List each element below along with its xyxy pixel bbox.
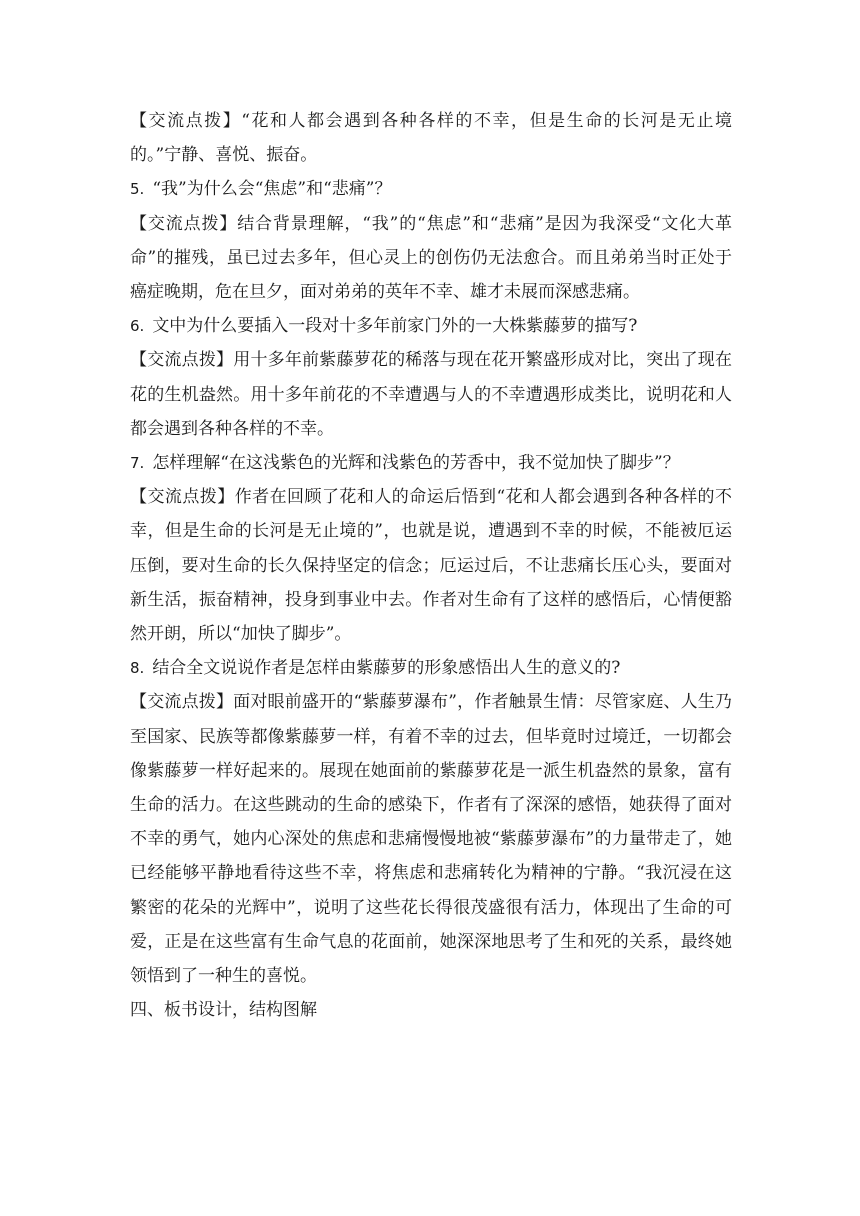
- question-number: 6.: [130, 317, 145, 336]
- answer-paragraph: 【交流点拨】用十多年前紫藤萝花的稀落与现在花开繁盛形成对比，突出了现在花的生机盎然。用十多年前花的不幸遭遇与人的不幸遭遇形成类比，说明花和人都会遇到各种各样的不幸。: [130, 350, 732, 439]
- question-text: 结合全文说说作者是怎样由紫藤萝的形象感悟出人生的意义的?: [152, 658, 621, 679]
- answer-paragraph: 【交流点拨】作者在回顾了花和人的命运后悟到“花和人都会遇到各种各样的不幸，但是生命的长河是无止境的”，也就是说，遭遇到不幸的时候，不能被厄运压倒，要对生命的长久保持坚定的信念；厄运过后，不让悲痛长压心头，要面对新生活，振奋精神，投身到事业中去。作者对生命有了这样的感悟后，心情便豁然开朗，所以“加快了脚步”。: [130, 487, 732, 645]
- question-text: 文中为什么要插入一段对十多年前家门外的一大株紫藤萝的描写?: [152, 316, 638, 337]
- question-number: 5.: [130, 180, 145, 199]
- question-8: [130, 651, 732, 685]
- question-5: [130, 172, 732, 206]
- question-7: [130, 446, 732, 480]
- question-number: 7.: [130, 454, 145, 473]
- document-page: [130, 104, 732, 1027]
- answer-paragraph: 【交流点拨】“花和人都会遇到各种各样的不幸，但是生命的长河是无止境的。”宁静、喜悦、振奋。: [130, 111, 732, 166]
- answer-paragraph: 【交流点拨】面对眼前盛开的“紫藤萝瀑布”，作者触景生情：尽管家庭、人生乃至国家、民族等都像紫藤萝一样，有着不幸的过去，但毕竟时过境迁，一切都会像紫藤萝一样好起来的。展现在她面前的紫藤萝花是一派生机盎然的景象，富有生命的活力。在这些跳动的生命的感染下，作者有了深深的感悟，她获得了面对不幸的勇气，她内心深处的焦虑和悲痛慢慢地被“紫藤萝瀑布”的力量带走了，她已经能够平静地看待这些不幸，将焦虑和悲痛转化为精神的宁静。“我沉浸在这繁密的花朵的光辉中”，说明了这些花长得很茂盛很有活力，体现出了生命的可爱，正是在这些富有生命气息的花面前，她深深地思考了生和死的关系，最终她领悟到了一种生的喜悦。: [130, 692, 732, 987]
- question-text: 怎样理解“在这浅紫色的光辉和浅紫色的芳香中，我不觉加快了脚步”？: [152, 453, 680, 474]
- question-number: 8.: [130, 659, 145, 678]
- answer-paragraph: 【交流点拨】结合背景理解，“我”的“焦虑”和“悲痛”是因为我深受“文化大革命”的摧残，虽已过去多年，但心灵上的创伤仍无法愈合。而且弟弟当时正处于癌症晚期，危在旦夕，面对弟弟的英年不幸、雄才未展而深感悲痛。: [130, 213, 732, 303]
- question-text: “我”为什么会“焦虑”和“悲痛”？: [152, 179, 392, 200]
- question-6: [130, 309, 732, 343]
- section-heading: 四、板书设计，结构图解: [130, 1000, 317, 1021]
